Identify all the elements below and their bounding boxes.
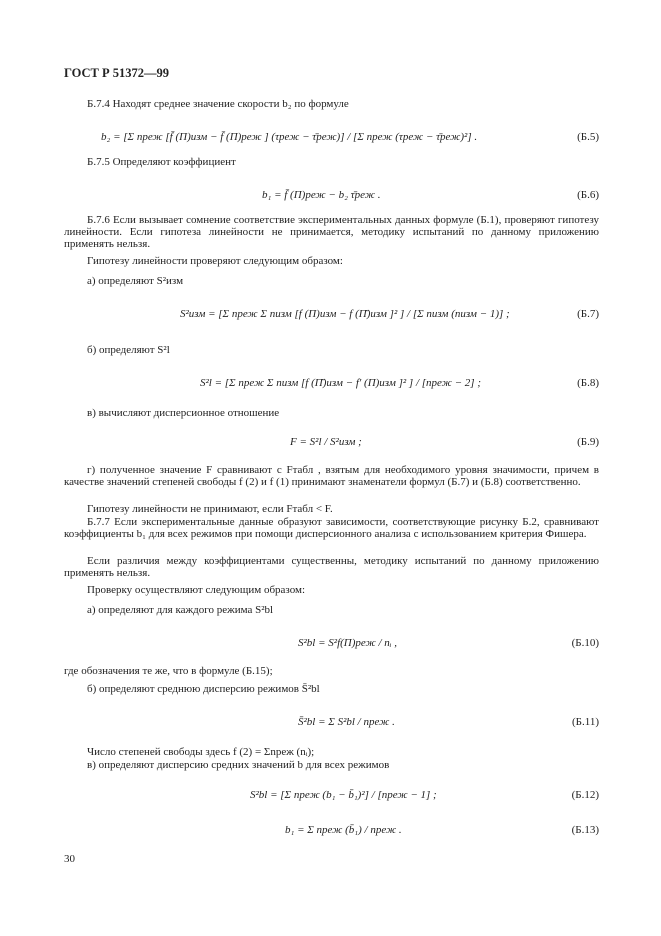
formula-label-b13: (Б.13) bbox=[571, 824, 599, 836]
document-header: ГОСТ Р 51372—99 bbox=[64, 66, 170, 80]
item-g-compare: г) полученное значение F сравнивают с Fтабл , взятым для необходимого уровня значимости, причем в качестве значений степеней свободы f (2) и f (1) принимают знаменатели формул (Б.7) и (Б.8) соответственно. bbox=[64, 464, 599, 489]
formula-b5: b₂ = [Σ nреж [f̄ (П)изм − f̄ (П)реж ] (τреж − τ̄реж)] / [Σ nреж (τреж − τ̄реж)²] . bbox=[101, 131, 478, 143]
paragraph-hypothesis: Гипотезу линейности проверяют следующим образом: bbox=[87, 255, 343, 267]
formula-b13: b₁ = Σ nреж (b̄₁) / nреж . bbox=[285, 824, 402, 836]
formula-label-b12: (Б.12) bbox=[571, 789, 599, 801]
formula-b9: F = S²l / S²изм ; bbox=[290, 436, 362, 448]
item-v-compute: в) вычисляют дисперсионное отношение bbox=[87, 407, 280, 419]
formula-label-b9: (Б.9) bbox=[577, 436, 599, 448]
item-v-variance-means: в) определяют дисперсию средних значений b для всех режимов bbox=[87, 759, 390, 771]
paragraph-b7-5: Б.7.5 Определяют коэффициент bbox=[87, 156, 236, 168]
paragraph-differences: Если различия между коэффициентами существенны, методику испытаний по данному приложению применять нельзя. bbox=[64, 555, 599, 580]
page-number: 30 bbox=[64, 853, 75, 865]
formula-b8: S²l = [Σ nреж Σ nизм [f (П̄)изм − f′ (П)изм ]² ] / [nреж − 2] ; bbox=[200, 377, 481, 389]
formula-label-b8: (Б.8) bbox=[577, 377, 599, 389]
item-a-each-mode: а) определяют для каждого режима S²bl bbox=[87, 604, 274, 616]
formula-label-b10: (Б.10) bbox=[571, 637, 599, 649]
formula-b10: S²bl = S²f(П)реж / nᵢ , bbox=[298, 637, 398, 649]
paragraph-b7-6: Б.7.6 Если вызывает сомнение соответствие экспериментальных данных формуле (Б.1), проверяют гипотезу линейности. Если гипотеза линейности не принимается, методику испытаний по данному приложению применять нельзя. bbox=[64, 214, 599, 251]
paragraph-where: где обозначения те же, что в формуле (Б.15); bbox=[64, 665, 273, 677]
formula-b11: S̄²bl = Σ S²bl / nреж . bbox=[298, 716, 395, 728]
formula-b6: b₁ = f̄ (П)реж − b₂ τ̄реж . bbox=[262, 189, 381, 201]
paragraph-b7-4: Б.7.4 Находят среднее значение скорости b₂ по формуле bbox=[87, 98, 349, 110]
formula-b12: S²bl = [Σ nреж (b₁ − b̄₁)²] / [nреж − 1] ; bbox=[250, 789, 437, 801]
item-b-mean-variance: б) определяют среднюю дисперсию режимов S̄²bl bbox=[87, 683, 320, 695]
paragraph-b7-7: Б.7.7 Если экспериментальные данные образуют зависимости, соответствующие рисунку Б.2, сравнивают коэффициенты b₁ для всех режимов при помощи дисперсионного анализа с использованием критерия Фишера. bbox=[64, 516, 599, 541]
formula-label-b7: (Б.7) bbox=[577, 308, 599, 320]
formula-b7: S²изм = [Σ nреж Σ nизм [f (П)изм − f (П̄)изм ]² ] / [Σ nизм (nизм − 1)] ; bbox=[180, 308, 510, 320]
paragraph-degrees-freedom: Число степеней свободы здесь f (2) = Σnреж (nᵢ); bbox=[87, 746, 315, 758]
formula-label-b6: (Б.6) bbox=[577, 189, 599, 201]
item-b-define: б) определяют S²l bbox=[87, 344, 170, 356]
formula-label-b11: (Б.11) bbox=[572, 716, 599, 728]
item-a-define: а) определяют S²изм bbox=[87, 275, 184, 287]
formula-label-b5: (Б.5) bbox=[577, 131, 599, 143]
paragraph-check: Проверку осуществляют следующим образом: bbox=[87, 584, 306, 596]
paragraph-reject: Гипотезу линейности не принимают, если Fтабл < F. bbox=[87, 503, 333, 515]
